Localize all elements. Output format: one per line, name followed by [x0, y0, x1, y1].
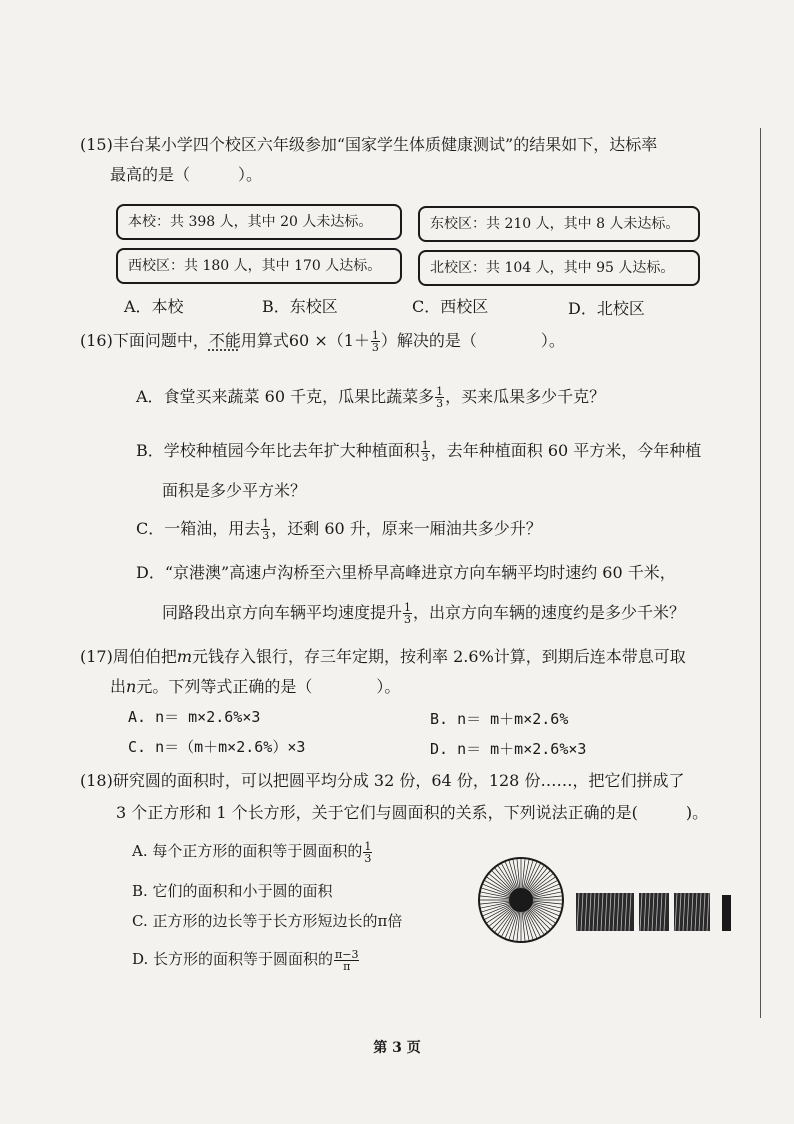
q15-box-east-campus: 东校区：共 210 人，其中 8 人未达标。	[418, 206, 700, 242]
q17-number: (17)	[80, 647, 113, 666]
q18-option-d[interactable]: D. 长方形的面积等于圆面积的 $\frac{\pi-3}{\pi}$	[132, 947, 359, 973]
q15-box-main-campus: 本校：共 398 人，其中 20 人未达标。	[116, 204, 402, 240]
q18-line2: 3 个正方形和 1 个长方形，关于它们与圆面积的关系，下列说法正确的是( )。	[116, 803, 709, 822]
q15-stem: 丰台某小学四个校区六年级参加“国家学生体质健康测试”的结果如下，达标率	[112, 135, 658, 154]
q16-option-c[interactable]: C．一箱油，用去 $\frac{1}{3}$ ，还剩 60 升，原来一厢油共多少升？	[136, 517, 542, 542]
q16-b-fraction: $\frac{1}{3}$	[421, 439, 429, 464]
q16-option-b[interactable]: B．学校种植园今年比去年扩大种植面积 $\frac{1}{3}$ ，去年种植面积 60 平方米，今年种植	[136, 439, 702, 464]
q16-emphasis: 不能	[208, 331, 241, 350]
q17-var-n: n	[126, 677, 137, 696]
q16-fraction: $\frac{1}{3}$	[371, 329, 379, 354]
circle-area-figure	[476, 855, 746, 945]
q16-stem-c: ）解决的是（ ）。	[380, 331, 565, 350]
q16-option-a[interactable]: A．食堂买来蔬菜 60 千克，瓜果比蔬菜多 $\frac{1}{3}$ ，买来瓜果多少千克？	[136, 385, 606, 410]
rearranged-square-2	[639, 893, 669, 931]
q15-box-north-campus: 北校区：共 104 人，其中 95 人达标。	[418, 250, 700, 286]
q17-option-d[interactable]: D. n＝ m＋m×2.6%×3	[430, 740, 587, 758]
q15-option-c[interactable]: C．西校区	[412, 297, 489, 316]
rearranged-rectangle	[722, 895, 731, 931]
q15-option-b[interactable]: B．东校区	[262, 297, 338, 316]
q15-number: (15)	[80, 135, 113, 154]
q16-number: (16)	[80, 331, 113, 350]
q15-line2: 最高的是（ ）。	[110, 165, 263, 184]
q18-option-a[interactable]: A. 每个正方形的面积等于圆面积的 $\frac{1}{3}$	[132, 839, 372, 865]
q18-d-fraction: $\frac{\pi-3}{\pi}$	[335, 947, 359, 973]
q18-option-c[interactable]: C. 正方形的边长等于长方形短边长的π倍	[132, 912, 403, 930]
divided-circle	[479, 858, 563, 942]
q18-line1: (18)研究圆的面积时，可以把圆平均分成 32 份，64 份，128 份……，把它们拼成了	[80, 771, 685, 790]
rearranged-square-1	[576, 893, 634, 931]
q16-d-fraction: $\frac{1}{3}$	[404, 601, 412, 626]
q15-box-west-campus: 西校区：共 180 人，其中 170 人达标。	[116, 248, 402, 284]
q16-a-fraction: $\frac{1}{3}$	[436, 385, 444, 410]
q16-stem-b: 用算式60 ×（1＋	[240, 331, 370, 350]
margin-rule	[760, 128, 761, 1018]
q18-a-fraction: $\frac{1}{3}$	[364, 839, 372, 865]
q18-option-b[interactable]: B. 它们的面积和小于圆的面积	[132, 882, 333, 900]
q17-line1: (17)周伯伯把m元钱存入银行，存三年定期，按利率 2.6%计算，到期后连本带息可取	[80, 647, 686, 666]
q16-stem-a: 下面问题中，	[112, 331, 209, 350]
q18-number: (18)	[80, 771, 113, 790]
q15-line1	[80, 134, 657, 156]
q15-option-a[interactable]: A．本校	[124, 297, 184, 316]
q15-option-d[interactable]: D．北校区	[568, 299, 645, 318]
q17-option-a[interactable]: A. n＝ m×2.6%×3	[128, 708, 261, 726]
q17-line2: 出n元。下列等式正确的是（ ）。	[110, 677, 401, 696]
q16-option-b-line2: 面积是多少平方米？	[162, 481, 307, 500]
q16-stem	[80, 330, 565, 353]
q17-var-m: m	[176, 647, 193, 666]
q17-option-b[interactable]: B. n＝ m＋m×2.6%	[430, 710, 569, 728]
q16-option-d-line2: 同路段出京方向车辆平均速度提升 $\frac{1}{3}$ ，出京方向车辆的速度约是多少千米？	[162, 601, 686, 626]
q16-c-fraction: $\frac{1}{3}$	[262, 517, 270, 542]
q17-option-c[interactable]: C. n＝（m＋m×2.6%）×3	[128, 738, 306, 756]
rearranged-square-3	[674, 893, 710, 931]
q16-option-d[interactable]: D．“京港澳”高速卢沟桥至六里桥早高峰进京方向车辆平均时速约 60 千米，	[136, 563, 676, 582]
page-number: 第 3 页	[373, 1040, 421, 1056]
